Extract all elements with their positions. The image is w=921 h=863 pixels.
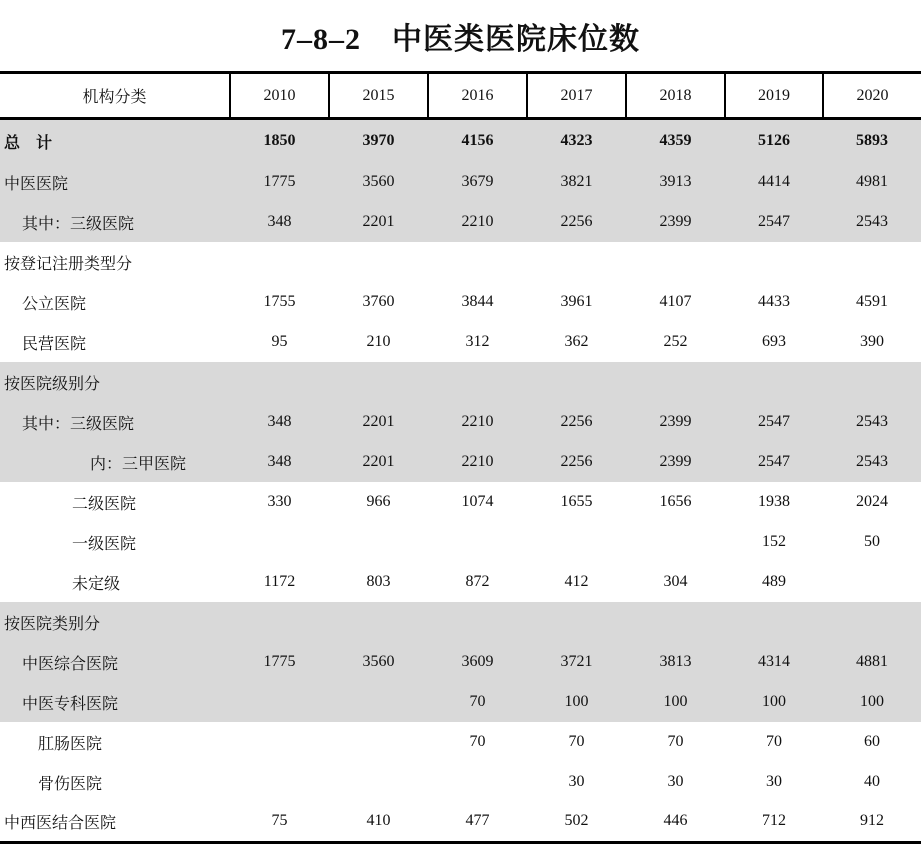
table-cell: 4881 <box>856 653 888 670</box>
table-cell <box>626 362 725 402</box>
table-cell: 3760 <box>362 293 395 310</box>
table-cell: 1656 <box>659 493 692 510</box>
table-cell: 312 <box>465 333 490 350</box>
table-cell <box>626 602 725 642</box>
table-cell: 2399 <box>659 453 692 470</box>
table-cell: 966 <box>366 493 391 510</box>
table-cell: 75 <box>230 802 329 842</box>
table-row <box>0 762 921 802</box>
table-cell: 330 <box>267 493 292 510</box>
table-cell <box>428 762 527 802</box>
table-cell: 390 <box>860 333 884 350</box>
table-cell <box>725 242 823 282</box>
table-cell: 489 <box>762 573 786 590</box>
table-cell: 100 <box>762 693 786 710</box>
column-header: 2017 <box>527 73 626 119</box>
row-label: 肛肠医院 <box>38 735 103 753</box>
table-cell: 412 <box>564 573 589 590</box>
table-row <box>0 482 921 522</box>
row-label: 公立医院 <box>22 295 87 313</box>
table-cell <box>428 602 527 642</box>
table-cell: 5126 <box>758 132 790 149</box>
table-cell: 70 <box>568 733 585 750</box>
column-header: 2010 <box>230 73 329 119</box>
table-cell <box>329 602 428 642</box>
table-cell <box>230 522 329 562</box>
table-cell: 3961 <box>560 293 593 310</box>
table-cell: 348 <box>267 213 292 230</box>
table-cell <box>329 722 428 762</box>
table-row <box>0 322 921 362</box>
column-header: 2018 <box>626 73 725 119</box>
table-cell <box>527 522 626 562</box>
table-cell <box>823 362 921 402</box>
table-cell <box>329 762 428 802</box>
table-cell <box>626 522 725 562</box>
table-cell: 3721 <box>560 653 593 670</box>
table-cell <box>230 602 329 642</box>
table-cell <box>823 602 921 642</box>
table-cell: 4591 <box>856 293 888 310</box>
table-cell <box>823 242 921 282</box>
table-cell: 3679 <box>461 173 494 190</box>
table-row <box>0 722 921 762</box>
table-cell: 2201 <box>362 453 395 470</box>
row-label: 中医综合医院 <box>22 655 119 673</box>
table-cell <box>230 242 329 282</box>
table-cell: 4359 <box>659 132 692 149</box>
table-cell: 2024 <box>856 493 888 510</box>
table-row <box>0 562 921 602</box>
table-cell: 252 <box>663 333 688 350</box>
table-cell <box>527 602 626 642</box>
table-cell: 912 <box>823 802 921 842</box>
table-cell: 5893 <box>856 132 888 149</box>
table-cell: 502 <box>527 802 626 842</box>
row-label: 总 计 <box>4 134 53 152</box>
table-cell <box>428 242 527 282</box>
table-cell: 3813 <box>659 653 692 670</box>
table-row <box>0 682 921 722</box>
table-cell <box>626 242 725 282</box>
table-cell <box>329 682 428 722</box>
table-cell: 3970 <box>362 132 395 149</box>
column-header: 机构分类 <box>0 73 230 119</box>
table-cell: 100 <box>860 693 884 710</box>
row-label: 按医院级别分 <box>4 375 101 393</box>
table-cell: 3560 <box>362 173 395 190</box>
table-cell: 2547 <box>758 413 790 430</box>
table-cell: 4156 <box>461 132 494 149</box>
table-cell: 1655 <box>560 493 593 510</box>
table-cell: 2547 <box>758 213 790 230</box>
table-cell: 410 <box>329 802 428 842</box>
table-row <box>0 522 921 562</box>
column-header: 2020 <box>823 73 921 119</box>
table-cell: 477 <box>428 802 527 842</box>
table-cell: 1850 <box>263 132 296 149</box>
row-label: 中医医院 <box>4 175 69 193</box>
table-cell: 2399 <box>659 413 692 430</box>
table-cell: 2201 <box>362 413 395 430</box>
table-cell: 348 <box>267 413 292 430</box>
table-cell <box>230 722 329 762</box>
table-cell: 348 <box>267 453 292 470</box>
table-cell <box>230 362 329 402</box>
table-cell: 2543 <box>856 213 888 230</box>
table-cell: 693 <box>762 333 786 350</box>
table-cell: 50 <box>864 533 880 550</box>
table-row <box>0 602 921 642</box>
table-cell: 1172 <box>263 573 296 590</box>
table-row <box>0 442 921 482</box>
table-cell: 100 <box>564 693 589 710</box>
table-cell: 2210 <box>461 453 494 470</box>
table-cell: 712 <box>725 802 823 842</box>
table-cell: 3609 <box>461 653 494 670</box>
table-cell: 2256 <box>560 213 593 230</box>
table-cell: 30 <box>568 773 585 790</box>
table-cell: 803 <box>366 573 391 590</box>
table-cell: 30 <box>667 773 684 790</box>
table-cell <box>725 362 823 402</box>
table-cell: 362 <box>564 333 589 350</box>
table-cell: 3913 <box>659 173 692 190</box>
table-cell: 2543 <box>856 453 888 470</box>
table-row <box>0 202 921 242</box>
row-label: 民营医院 <box>22 335 87 353</box>
table-row <box>0 119 921 163</box>
table-body <box>0 119 921 843</box>
table-cell: 70 <box>766 733 782 750</box>
table-row <box>0 802 921 842</box>
column-header: 2019 <box>725 73 823 119</box>
table-row <box>0 642 921 682</box>
row-label: 未定级 <box>72 575 121 593</box>
table-cell: 1074 <box>461 493 494 510</box>
row-label: 一级医院 <box>72 535 137 553</box>
row-label: 内：三甲医院 <box>90 455 187 473</box>
table-cell: 4981 <box>856 173 888 190</box>
hospital-beds-table <box>0 71 921 844</box>
table-cell: 40 <box>864 773 880 790</box>
table-cell: 4414 <box>758 173 790 190</box>
table-cell <box>428 522 527 562</box>
table-cell: 2256 <box>560 453 593 470</box>
row-label: 按医院类别分 <box>4 615 101 633</box>
row-label: 按登记注册类型分 <box>4 255 133 273</box>
table-cell <box>230 762 329 802</box>
table-cell: 2543 <box>856 413 888 430</box>
row-label: 骨伤医院 <box>38 775 103 793</box>
table-cell: 95 <box>271 333 288 350</box>
table-cell: 2256 <box>560 413 593 430</box>
table-cell: 60 <box>864 733 880 750</box>
table-cell: 70 <box>667 733 684 750</box>
table-cell: 3560 <box>362 653 395 670</box>
table-cell: 152 <box>762 533 786 550</box>
table-cell: 210 <box>366 333 391 350</box>
table-cell <box>823 562 921 602</box>
table-cell: 4323 <box>560 132 593 149</box>
row-label: 其中：三级医院 <box>22 215 135 233</box>
table-row <box>0 402 921 442</box>
table-cell: 1775 <box>263 173 296 190</box>
table-cell: 3844 <box>461 293 494 310</box>
table-cell: 1775 <box>263 653 296 670</box>
table-cell: 2547 <box>758 453 790 470</box>
page-title: 7–8–2 中医类医院床位数 <box>281 23 640 56</box>
table-cell: 1938 <box>758 493 790 510</box>
table-row <box>0 362 921 402</box>
table-cell: 2201 <box>362 213 395 230</box>
column-header: 2016 <box>428 73 527 119</box>
table-cell <box>527 362 626 402</box>
table-cell: 4107 <box>659 293 692 310</box>
table-header-row <box>0 73 921 119</box>
table-row <box>0 162 921 202</box>
table-cell <box>329 362 428 402</box>
table-cell: 70 <box>469 733 486 750</box>
table-cell: 1755 <box>263 293 296 310</box>
table-cell <box>329 522 428 562</box>
table-cell: 30 <box>766 773 782 790</box>
table-row <box>0 242 921 282</box>
table-row <box>0 282 921 322</box>
table-cell <box>428 362 527 402</box>
table-cell: 70 <box>469 693 486 710</box>
table-cell: 872 <box>465 573 490 590</box>
row-label: 其中：三级医院 <box>22 415 135 433</box>
column-header: 2015 <box>329 73 428 119</box>
table-cell: 100 <box>663 693 688 710</box>
table-cell: 304 <box>663 573 688 590</box>
table-cell <box>527 242 626 282</box>
table-cell: 4314 <box>758 653 790 670</box>
table-cell: 3821 <box>560 173 593 190</box>
table-cell: 2399 <box>659 213 692 230</box>
table-cell: 2210 <box>461 213 494 230</box>
table-cell <box>725 602 823 642</box>
row-label: 中医专科医院 <box>22 695 119 713</box>
table-cell <box>230 682 329 722</box>
table-cell <box>329 242 428 282</box>
table-cell: 4433 <box>758 293 790 310</box>
row-label: 二级医院 <box>72 495 137 513</box>
table-cell: 446 <box>626 802 725 842</box>
row-label: 中西医结合医院 <box>0 802 230 842</box>
table-cell: 2210 <box>461 413 494 430</box>
